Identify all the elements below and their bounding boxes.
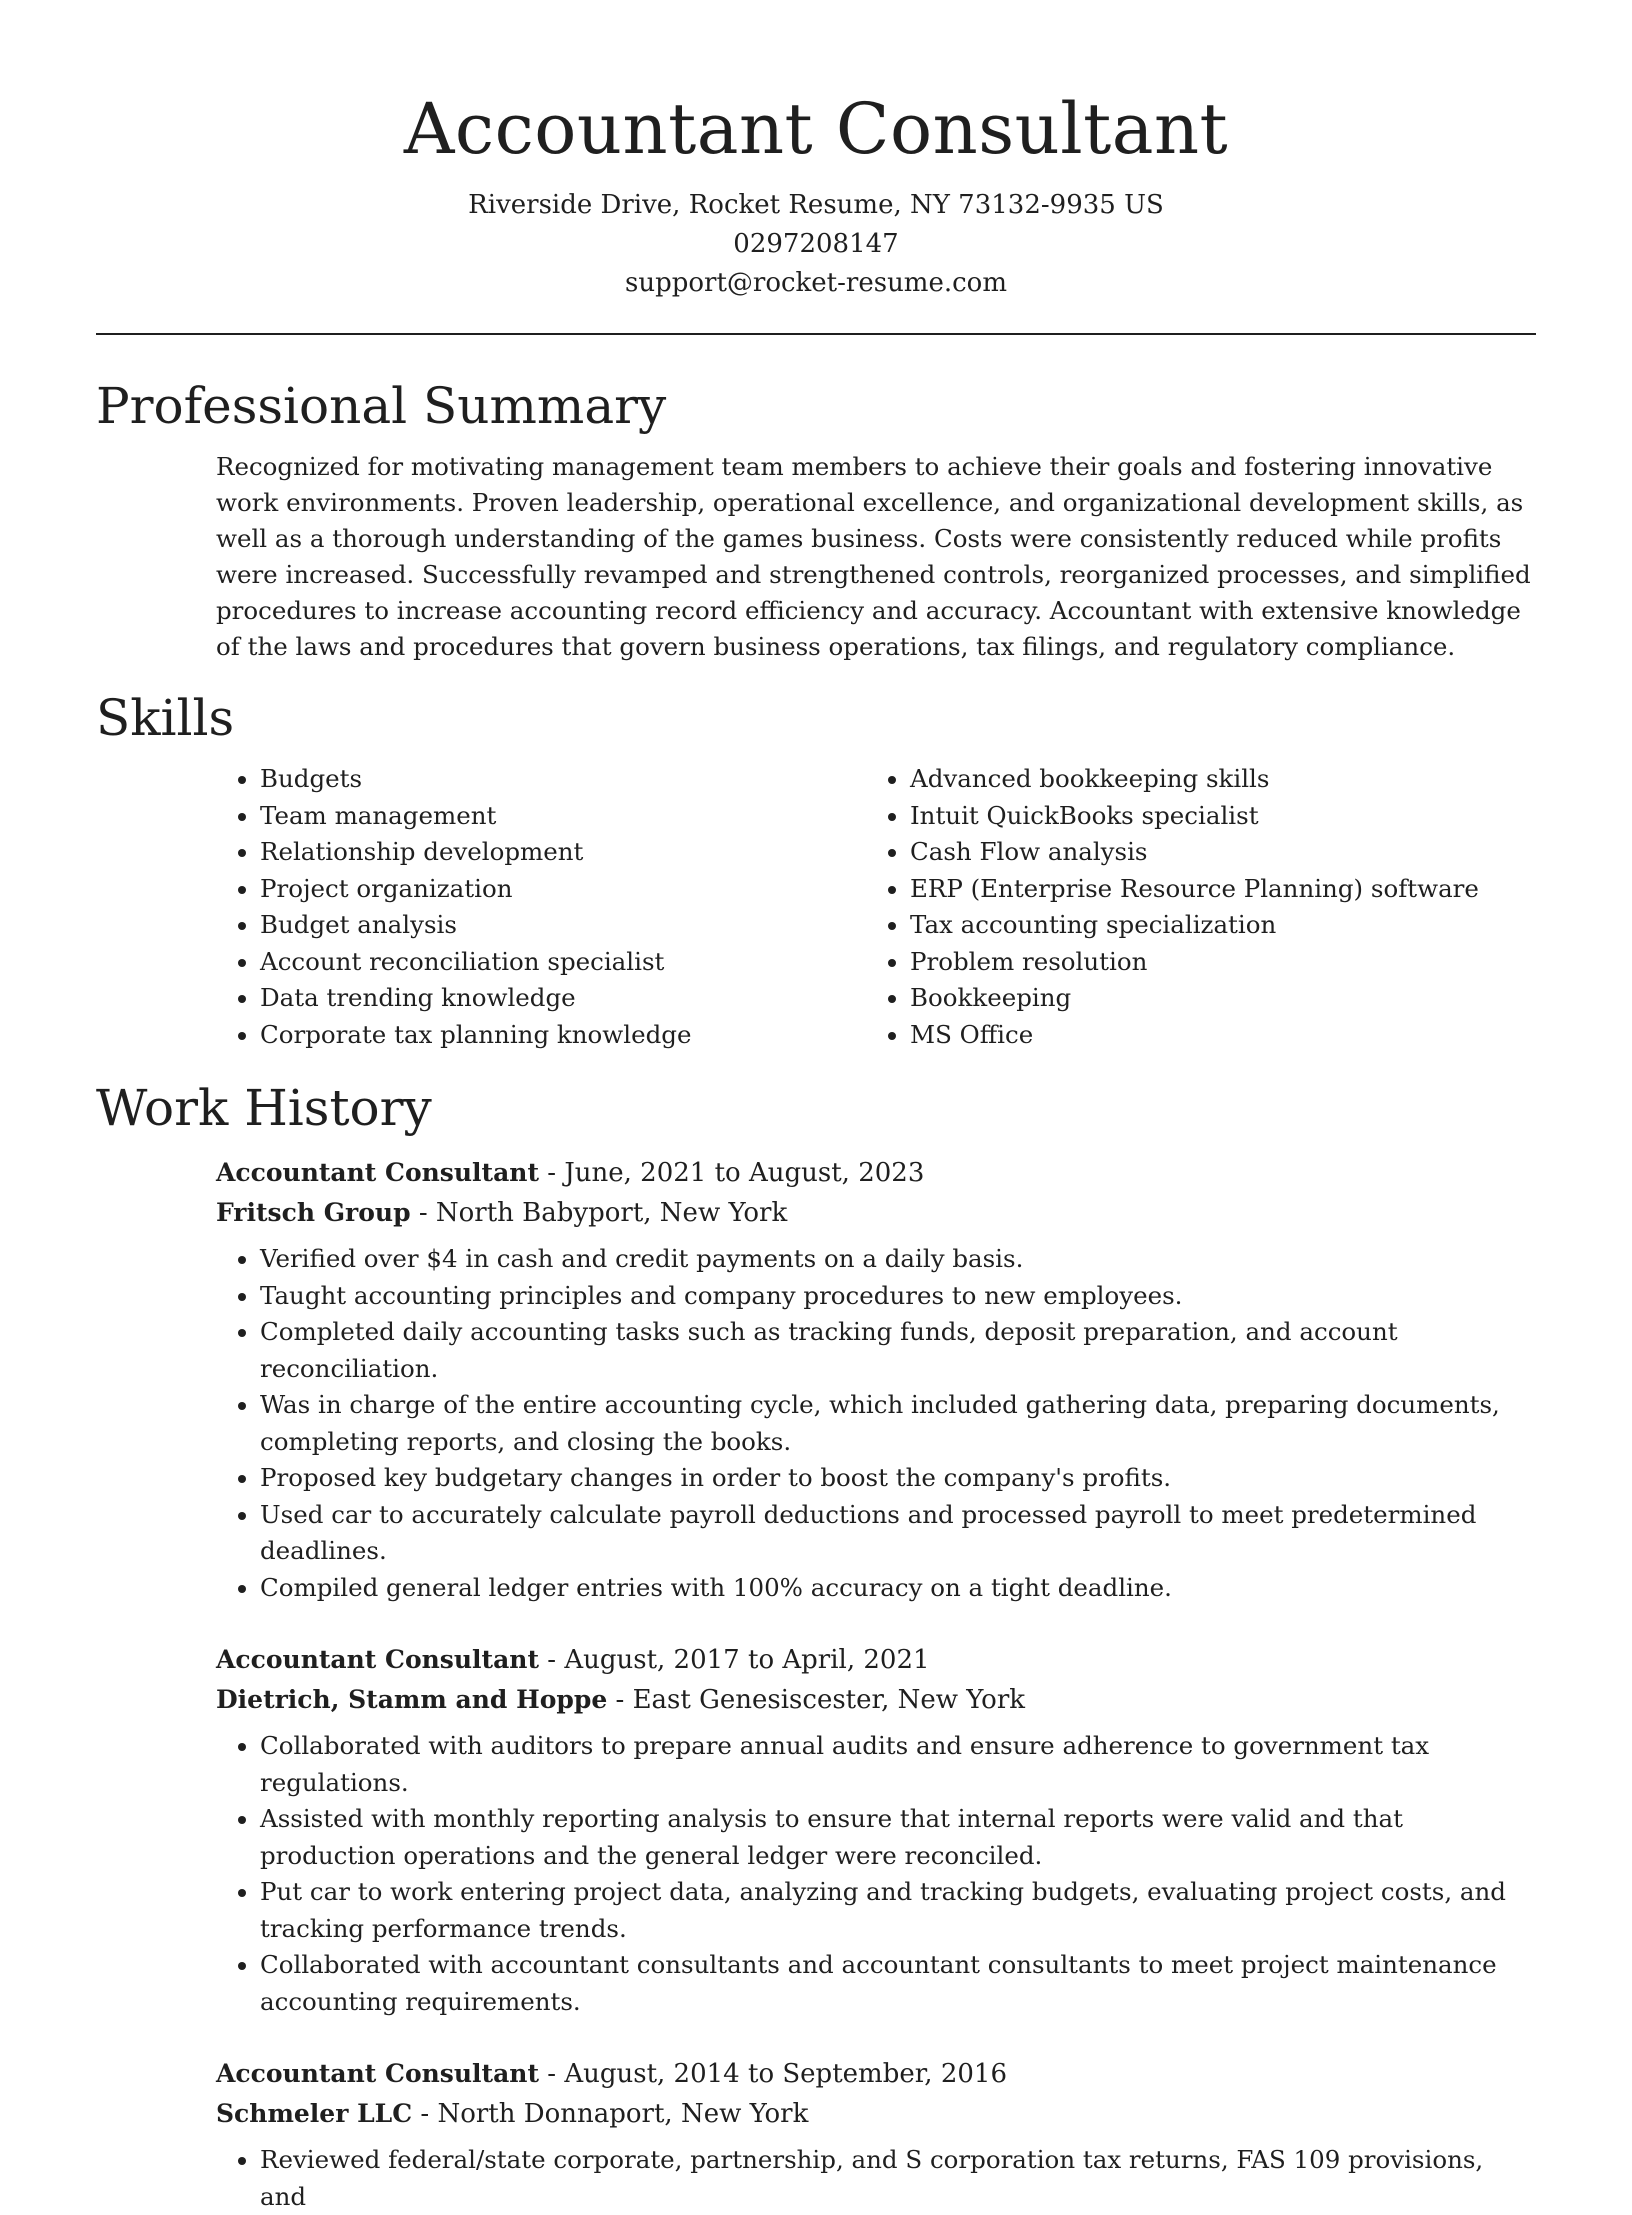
- job-company-line: [216, 1193, 1536, 1233]
- job-role: Accountant Consultant: [216, 1158, 540, 1187]
- job-role: Accountant Consultant: [216, 2059, 540, 2088]
- job-company: Schmeler LLC: [216, 2099, 413, 2128]
- skills-heading: Skills: [96, 689, 235, 747]
- work-history-heading: Work History: [96, 1079, 432, 1137]
- resume-page: [0, 84, 1632, 2211]
- header-divider: [96, 333, 1536, 335]
- job-title-line: [216, 1640, 1536, 1680]
- resume-name: Accountant Consultant: [403, 88, 1229, 170]
- skill-item: • Relationship development: [260, 834, 866, 871]
- skills-list: [96, 761, 1536, 1053]
- contact-email: support@rocket-resume.com: [624, 268, 1007, 298]
- skills-column-right: [866, 761, 1516, 1053]
- skill-item: • Budget analysis: [260, 907, 866, 944]
- job-bullet: • Completed daily accounting tasks such as tracking funds, deposit preparation, and account reconciliation.: [260, 1314, 1536, 1387]
- summary-text: Recognized for motivating management team members to achieve their goals and fostering innovative work environments. Proven leadership, operational excellence, and organizational development skills, as well as a thorough understanding of the games business. Costs were consistently reduced while profits were increased. Successfully revamped and strengthened controls, reorganized processes, and simplified procedures to increase accounting record efficiency and accuracy. Accountant with extensive knowledge of the laws and procedures that govern business operations, tax filings, and regulatory compliance.: [216, 452, 1531, 661]
- contact-phone: 0297208147: [733, 229, 899, 259]
- skills-column-left: [216, 761, 866, 1053]
- skill-item: • MS Office: [910, 1017, 1516, 1054]
- skill-item: • Project organization: [260, 871, 866, 908]
- job-dates: - August, 2017 to April, 2021: [539, 1645, 930, 1675]
- job-bullets: [216, 2142, 1536, 2215]
- skill-item: • Problem resolution: [910, 944, 1516, 981]
- skill-item: • Account reconciliation specialist: [260, 944, 866, 981]
- skill-item: • ERP (Enterprise Resource Planning) software: [910, 871, 1516, 908]
- job-bullet: • Proposed key budgetary changes in order to boost the company's profits.: [260, 1460, 1536, 1497]
- skill-item: • Advanced bookkeeping skills: [910, 761, 1516, 798]
- skill-item: • Budgets: [260, 761, 866, 798]
- job-bullet: • Assisted with monthly reporting analysis to ensure that internal reports were valid and that production operations and the general ledger were reconciled.: [260, 1801, 1536, 1874]
- job-location: - North Babyport, New York: [410, 1198, 788, 1228]
- job-location: - East Genesiscester, New York: [607, 1685, 1026, 1715]
- job-bullet: • Collaborated with auditors to prepare annual audits and ensure adherence to government tax regulations.: [260, 1728, 1536, 1801]
- job-bullet: • Used car to accurately calculate payroll deductions and processed payroll to meet predetermined deadlines.: [260, 1497, 1536, 1570]
- job-company: Fritsch Group: [216, 1198, 411, 1227]
- job-dates: - August, 2014 to September, 2016: [539, 2059, 1007, 2089]
- job-company-line: [216, 1680, 1536, 1720]
- contact-address: Riverside Drive, Rocket Resume, NY 73132-9935 US: [468, 190, 1164, 220]
- summary-heading: Professional Summary: [96, 377, 667, 435]
- job-dates: - June, 2021 to August, 2023: [539, 1158, 925, 1188]
- skill-item: • Data trending knowledge: [260, 980, 866, 1017]
- job-company-line: [216, 2094, 1536, 2134]
- skill-item: • Cash Flow analysis: [910, 834, 1516, 871]
- job-bullets: [216, 1241, 1536, 1606]
- job-title-line: [216, 2054, 1536, 2094]
- job-entry: [96, 1153, 1536, 1606]
- skill-item: • Bookkeeping: [910, 980, 1516, 1017]
- job-bullet: • Was in charge of the entire accounting cycle, which included gathering data, preparing documents, completing reports, and closing the books.: [260, 1387, 1536, 1460]
- job-bullet: • Compiled general ledger entries with 100% accuracy on a tight deadline.: [260, 1570, 1536, 1607]
- job-role: Accountant Consultant: [216, 1645, 540, 1674]
- skill-item: • Tax accounting specialization: [910, 907, 1516, 944]
- job-bullet: • Reviewed federal/state corporate, partnership, and S corporation tax returns, FAS 109 provisions, and: [260, 2142, 1536, 2215]
- job-bullet: • Put car to work entering project data, analyzing and tracking budgets, evaluating project costs, and tracking performance trends.: [260, 1874, 1536, 1947]
- job-company: Dietrich, Stamm and Hoppe: [216, 1685, 608, 1714]
- job-bullet: • Collaborated with accountant consultants and accountant consultants to meet project maintenance accounting requirements.: [260, 1947, 1536, 2020]
- skill-item: • Team management: [260, 798, 866, 835]
- job-bullets: [216, 1728, 1536, 2020]
- contact-info: [96, 186, 1536, 303]
- job-entry: [96, 1640, 1536, 2020]
- job-bullet: • Verified over $4 in cash and credit payments on a daily basis.: [260, 1241, 1536, 1278]
- job-title-line: [216, 1153, 1536, 1193]
- skill-item: • Intuit QuickBooks specialist: [910, 798, 1516, 835]
- job-location: - North Donnaport, New York: [412, 2099, 809, 2129]
- skill-item: • Corporate tax planning knowledge: [260, 1017, 866, 1054]
- job-entry: [96, 2054, 1536, 2215]
- job-bullet: • Taught accounting principles and company procedures to new employees.: [260, 1278, 1536, 1315]
